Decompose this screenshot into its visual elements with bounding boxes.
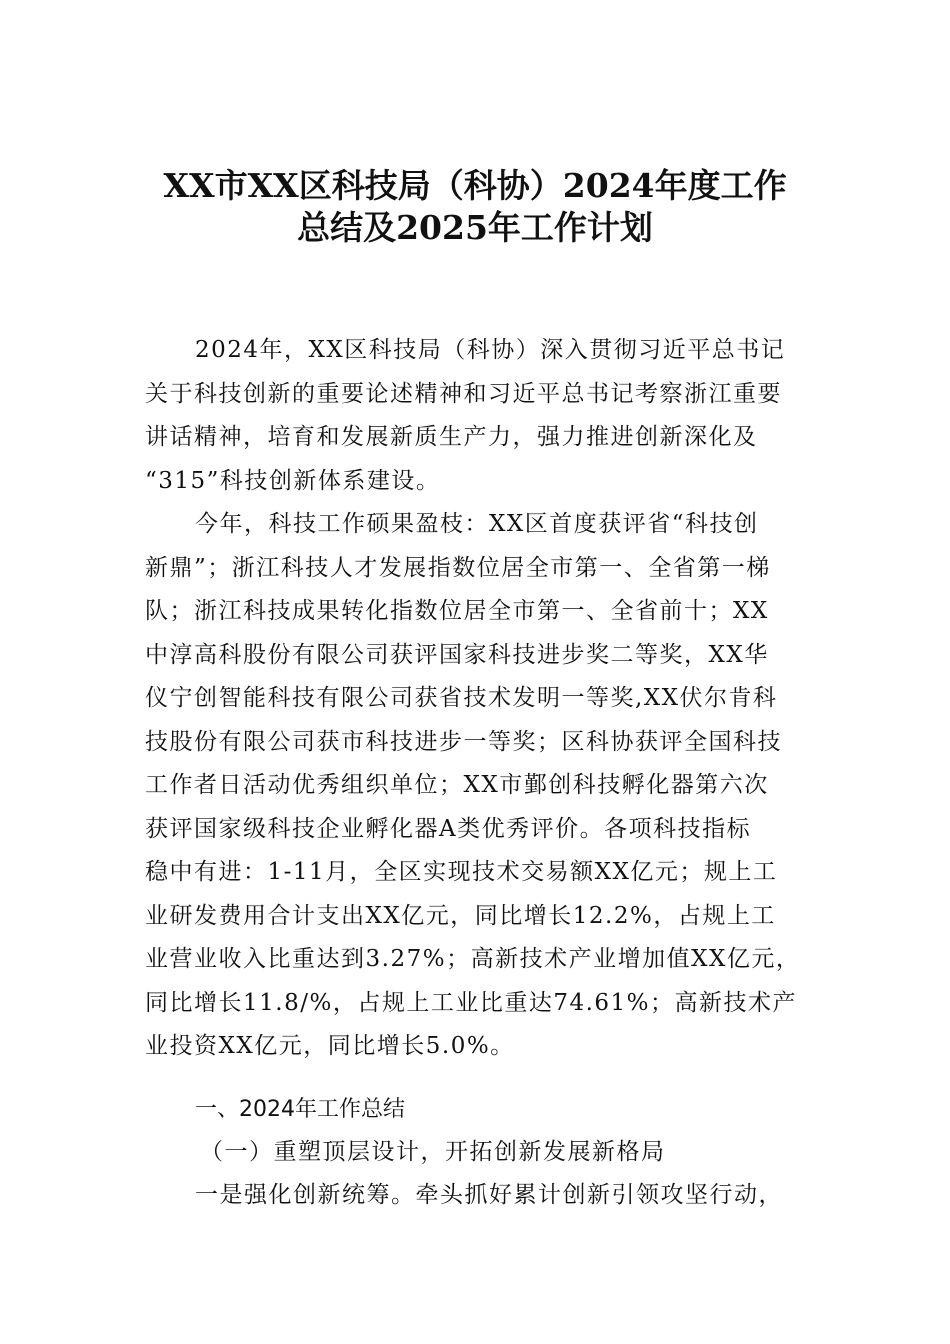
- paragraph-line: 获评国家级科技企业孵化器A类优秀评价。各项科技指标: [145, 815, 752, 842]
- paragraph-line: 队；浙江科技成果转化指数位居全市第一、全省前十；XX: [145, 598, 769, 624]
- paragraph-line: 中淳高科股份有限公司获评国家科技进步奖二等奖，XX华: [145, 641, 769, 668]
- paragraph-line: 业投资XX亿元，同比增长5.0%。: [145, 1033, 515, 1059]
- document-title-line-2: 总结及2025年工作计划: [297, 208, 653, 247]
- paragraph-line: 关于科技创新的重要论述精神和习近平总书记考察浙江重要: [145, 380, 782, 407]
- paragraph-line: 业研发费用合计支出XX亿元，同比增长12.2%，占规上工: [145, 902, 776, 929]
- paragraph-line: 一是强化创新统筹。牵头抓好累计创新引领攻坚行动，: [195, 1182, 783, 1208]
- paragraph-line: 新鼎”；浙江科技人才发展指数位居全市第一、全省第一梯: [145, 554, 771, 581]
- paragraph-line: 仪宁创智能科技有限公司获省技术发明一等奖,XX伏尔肯科: [145, 685, 778, 711]
- section-heading: 一、2024年工作总结: [195, 1097, 405, 1122]
- paragraph-line: 同比增长11.8/%，占规上工业比重达74.61%；高新技术产: [145, 989, 798, 1016]
- paragraph-achievements: [145, 503, 815, 1069]
- paragraph-line: 稳中有进：1-11月，全区实现技术交易额XX亿元；规上工: [145, 859, 778, 885]
- paragraph-line: “315”科技创新体系建设。: [145, 467, 441, 494]
- paragraph-line: 技股份有限公司获市科技进步一等奖；区科协获评全国科技: [145, 728, 782, 755]
- document-title-line-1: XX市XX区科技局（科协）2024年度工作: [163, 166, 787, 205]
- paragraph-line: 业营业收入比重达到3.27%；高新技术产业增加值XX亿元，: [145, 946, 801, 972]
- paragraph-line: 工作者日活动优秀组织单位；XX市鄞创科技孵化器第六次: [145, 772, 769, 798]
- paragraph-line: 讲话精神，培育和发展新质生产力，强力推进创新深化及: [145, 424, 758, 450]
- subsection-heading: （一）重塑顶层设计，开拓创新发展新格局: [200, 1139, 666, 1165]
- paragraph-line: 2024年，XX区科技局（科协）深入贯彻习近平总书记: [195, 337, 786, 363]
- paragraph-intro: [145, 329, 815, 503]
- paragraph-line: 今年，科技工作硕果盈枝：XX区首度获评省“科技创: [195, 511, 759, 537]
